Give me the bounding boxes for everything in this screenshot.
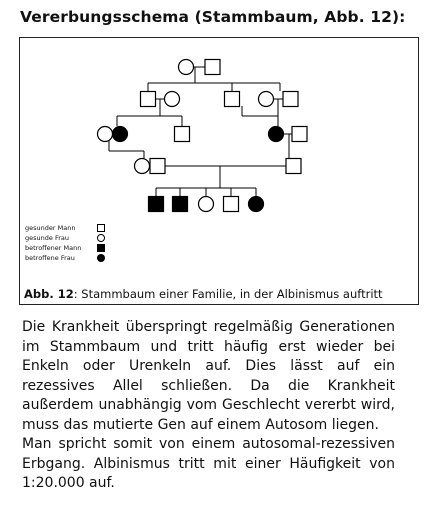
legend (25, 223, 95, 263)
paragraph: Die Krankheit überspringt regelmäßig Generationen im Stammbaum und tritt häufig erst wieder bei Enkeln oder Urenkeln auf. Dies lässt auf ein rezessives Allel schließen. Da die Krankheit außerdem unabhängig vom Geschlecht vererbt wird, muss das mutierte Gen auf einem Autosom liegen. (22, 319, 395, 433)
male-healthy-icon (292, 127, 307, 142)
legend-row (25, 253, 95, 263)
caption-text: : Stammbaum einer Familie, in der Albinismus auftritt (73, 287, 383, 301)
legend-row (25, 233, 95, 243)
male-healthy-icon (224, 197, 239, 212)
female-healthy-icon (165, 92, 180, 107)
female-healthy-icon (179, 60, 194, 75)
male-healthy-icon (175, 127, 190, 142)
healthy-male-icon (97, 224, 105, 232)
legend-label: betroffene Frau (25, 254, 75, 262)
female-healthy-icon (259, 92, 274, 107)
female-affected-icon (249, 197, 264, 212)
male-affected-icon (149, 197, 164, 212)
male-healthy-icon (225, 92, 240, 107)
legend-label: betroffener Mann (25, 244, 82, 252)
legend-row (25, 223, 95, 233)
body-text (22, 318, 395, 494)
pedigree-chart (20, 38, 418, 304)
male-healthy-icon (141, 92, 156, 107)
male-healthy-icon (150, 159, 165, 174)
affected-male-icon (97, 244, 105, 252)
paragraph: Man spricht somit von einem autosomal-rezessiven Erbgang. Albinismus tritt mit einer Häufigkeit von 1:20.000 auf. (22, 436, 395, 491)
male-healthy-icon (286, 159, 301, 174)
caption-label: Abb. 12 (24, 287, 74, 301)
male-affected-icon (173, 197, 188, 212)
female-healthy-icon (199, 197, 214, 212)
heading: Vererbungsschema (Stammbaum, Abb. 12): (20, 8, 406, 26)
male-healthy-icon (283, 92, 298, 107)
figure-caption (24, 287, 383, 301)
female-affected-icon (113, 127, 128, 142)
healthy-female-icon (97, 234, 105, 242)
female-healthy-icon (135, 159, 150, 174)
male-healthy-icon (205, 60, 220, 75)
female-affected-icon (269, 127, 284, 142)
affected-female-icon (97, 254, 105, 262)
legend-label: gesunde Frau (25, 234, 69, 242)
legend-row (25, 243, 95, 253)
figure-box (19, 37, 419, 305)
legend-label: gesunder Mann (25, 224, 76, 232)
female-healthy-icon (98, 127, 113, 142)
